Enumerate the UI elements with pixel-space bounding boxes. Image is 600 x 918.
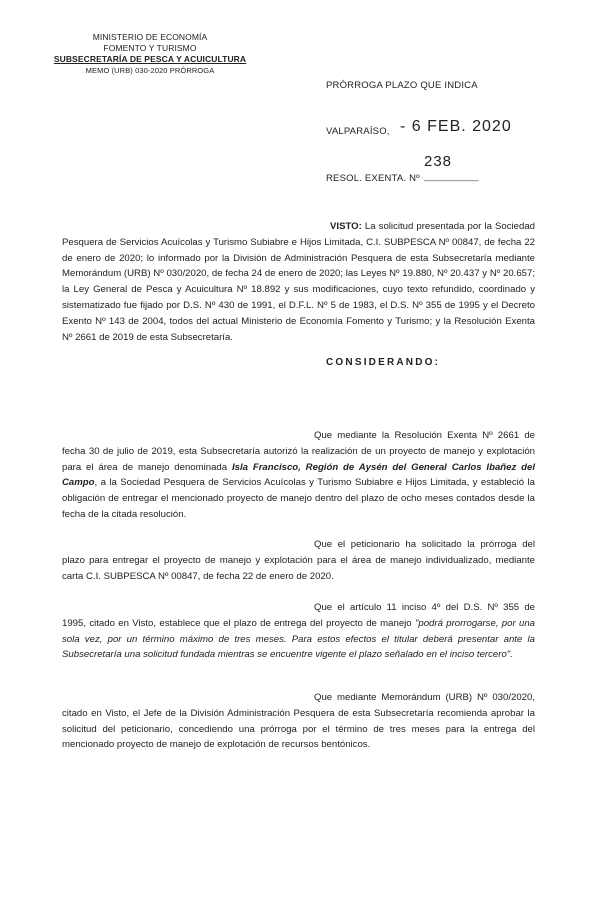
- considerando-paragraph-2: [62, 537, 535, 584]
- visto-label: VISTO:: [330, 221, 362, 232]
- considerando-3-quote: "podrá prorrogarse, por una sola vez, por un término máximo de tres meses. Para estos efectos el titular deberá presentar ante la Subsecretaría una solicitud fundada mientras se encuentre vigente el plazo señalado en el inciso tercero".: [62, 617, 535, 661]
- considerando-1-text-end: , a la Sociedad Pesquera de Servicios Acuícolas y Turismo Subiabre e Hijos Limitada, y estableció la obligación de entregar el mencionado proyecto de manejo dentro del plazo de ocho meses contados desde la fecha de la citada resolución.: [62, 477, 535, 520]
- considerando-paragraph-4: [62, 690, 535, 753]
- visto-text: La solicitud presentada por la Sociedad Pesquera de Servicios Acuícolas y Turismo Subiabre e Hijos Limitada, C.I. SUBPESCA Nº 00847, de fecha 22 de enero de 2020; lo informado por la División de Administración Pesquera de esta Subsecretaría mediante Memorándum (URB) Nº 030/2020, de fecha 24 de enero de 2020; las Leyes Nº 19.880, Nº 20.437 y Nº 20.657; la Ley General de Pesca y Acuicultura Nº 18.892 y sus modificaciones, cuyo texto refundido, coordinado y sistematizado fue fijado por D.S. Nº 430 de 1991, el D.F.L. Nº 5 de 1983, el D.S. Nº 355 de 1995 y el Decreto Exento Nº 143 de 2004, todos del actual Ministerio de Economía Fomento y Turismo; y la Resolución Exenta Nº 2661 de 2019 de esta Subsecretaría.: [62, 221, 535, 343]
- document-subject: PRÓRROGA PLAZO QUE INDICA: [326, 80, 478, 91]
- ministry-name: MINISTERIO DE ECONOMÍA: [92, 32, 208, 42]
- letterhead: [50, 32, 250, 76]
- visto-paragraph: [62, 219, 535, 345]
- considerando-paragraph-1: [62, 428, 535, 523]
- memo-reference: MEMO (URB) 030-2020 PRÓRROGA: [85, 66, 215, 75]
- considerando-1-text-start: Que mediante la Resolución Exenta Nº 2661 de fecha 30 de julio de 2019, esta Subsecretaría autorizó la realización de un proyecto de manejo y explotación para el área de manejo denominada: [62, 430, 535, 473]
- document-date: - 6 FEB. 2020: [400, 118, 512, 135]
- ministry-subtitle: FOMENTO Y TURISMO: [103, 43, 197, 53]
- considerando-2-text: Que el peticionario ha solicitado la prórroga del plazo para entregar el proyecto de manejo y explotación para el área de manejo individualizado, mediante carta C.I. SUBPESCA Nº 00847, de fecha 22 de enero de 2020.: [62, 539, 535, 582]
- considerando-heading: CONSIDERANDO:: [326, 357, 441, 368]
- resolution-number: 238: [424, 153, 453, 170]
- considerando-paragraph-3: [62, 600, 535, 663]
- resolution-blank-line: __________: [424, 171, 479, 182]
- considerando-3-text-start: Que el artículo 11 inciso 4º del D.S. Nº 355 de 1995, citado en Visto, establece que el plazo de entrega del proyecto de manejo: [62, 602, 535, 629]
- resolution-label: RESOL. EXENTA. Nº: [326, 173, 420, 184]
- considerando-1-area-name: Isla Francisco, Región de Aysén del General Carlos Ibañez del Campo: [62, 461, 535, 489]
- subsecretariat-name: SUBSECRETARÍA DE PESCA Y ACUICULTURA: [53, 54, 247, 64]
- place-label: VALPARAÍSO,: [326, 126, 390, 137]
- considerando-4-text: Que mediante Memorándum (URB) Nº 030/2020, citado en Visto, el Jefe de la División Administración Pesquera de esta Subsecretaría recomienda aprobar la solicitud del peticionario, concediendo una prórroga por el término de tres meses para la entrega del mencionado proyecto de manejo de explotación de recursos bentónicos.: [62, 692, 535, 751]
